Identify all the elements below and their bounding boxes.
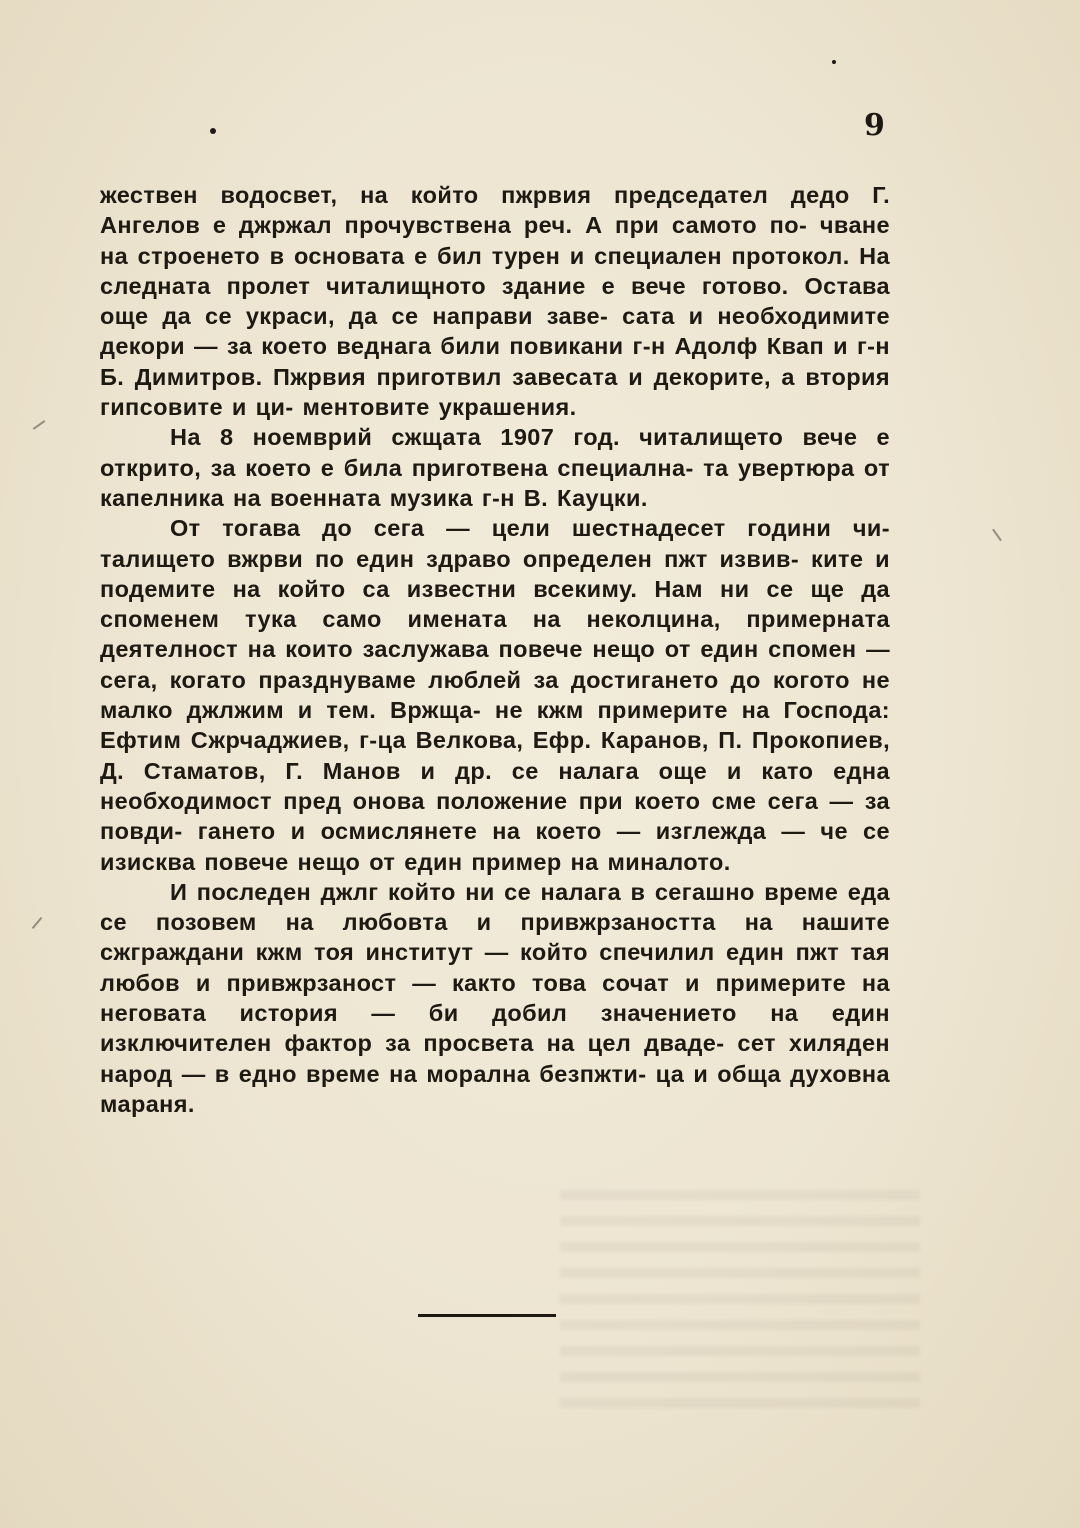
paragraph-2	[100, 422, 890, 513]
text-line: Велкова, Ефр. Каранов, П. Прокопиев, Д. Стаматов, Г.	[100, 727, 891, 784]
text-line: На 8 ноемврий сжщата 1907 год. читалището	[170, 424, 784, 451]
text-line: не кжм примерите на Господа: Ефтим Сжрчаджиев, г-ца	[100, 697, 891, 754]
text-line: сет хиляден народ — в едно време на морална безпжти-	[100, 1030, 891, 1087]
edge-mark	[992, 529, 1002, 542]
end-rule	[418, 1314, 556, 1317]
text-line: талището вжрви по един здраво определен пжт извив-	[100, 545, 800, 572]
text-line: повикани г-н Адолф Квап и г-н Б. Димитров. Пжрвия	[100, 333, 890, 390]
text-line: чване на строенето в основата е бил турен и специален	[100, 212, 890, 269]
ink-speck	[210, 128, 216, 134]
paragraph-1	[100, 180, 890, 422]
paragraph-4	[100, 877, 890, 1119]
text-line: пред онова положение при което сме сега — за повди-	[100, 787, 890, 845]
text-line: вече е открито, за което е била приготвена специална-	[100, 424, 891, 481]
text-line: на един изключителен фактор за просвета на цел дваде-	[100, 1000, 890, 1057]
text-line: пжт тая любов и привжрзаност — както това сочат и	[100, 939, 890, 996]
text-line: та увертюра от капелника на военната музика г-н В.	[100, 454, 890, 511]
text-line: Ангелов е джржал прочувствена реч. А при самото по-	[100, 212, 808, 239]
body-text	[100, 180, 890, 1119]
text-line: от един спомен — сега, когато празднуваме люблей за	[100, 636, 890, 693]
ink-speck	[832, 60, 836, 64]
text-line: От тогава до сега — цели шестнадесет години чи-	[170, 515, 890, 542]
text-line: Кауцки.	[557, 484, 648, 511]
edge-mark	[32, 917, 43, 929]
page-number: 9	[864, 108, 885, 143]
text-line: примерите на неговата история — би добил значението	[100, 969, 890, 1027]
text-line: ките и подемите на който са известни всекиму. Нам ни	[100, 545, 890, 602]
text-line: достигането до когото не малко джлжим и тем. Вржща-	[100, 666, 890, 724]
text-line: се ще да споменем тука само имената на неколцина,	[100, 575, 890, 633]
text-line: еда се позовем на любовта и привжрзаността на нашите	[100, 878, 890, 936]
edge-mark	[33, 420, 46, 430]
text-line: примерната деятелност на които заслужава повече нещо	[100, 606, 890, 663]
text-line: протокол. На следната пролет читалищното здание е вече	[100, 242, 890, 299]
text-line: изисква повече нещо от един пример на миналото.	[100, 848, 731, 875]
show-through-text	[560, 1190, 920, 1420]
text-line: сата и необходимите декори — за което веднага били	[100, 303, 890, 360]
text-line: Манов и др. се налага още и като една необходимост	[100, 757, 890, 814]
paragraph-3	[100, 513, 890, 877]
text-line: ца и обща духовна мараня.	[100, 1060, 890, 1117]
text-line: приготвил завесата и декорите, а втория гипсовите и ци-	[100, 363, 890, 421]
text-line: ментовите украшения.	[302, 394, 577, 421]
text-line: жествен водосвет, на който пжрвия председател дедо Г.	[100, 182, 890, 208]
text-line: И последен джлг който ни се налага в сегашно време	[170, 878, 839, 905]
text-line: сжграждани кжм тоя институт — който спечилил един	[100, 939, 785, 966]
text-line: готово. Остава още да се украси, да се направи заве-	[100, 272, 890, 330]
text-line: гането и осмислянете на което — изглежда — че се	[197, 818, 890, 845]
